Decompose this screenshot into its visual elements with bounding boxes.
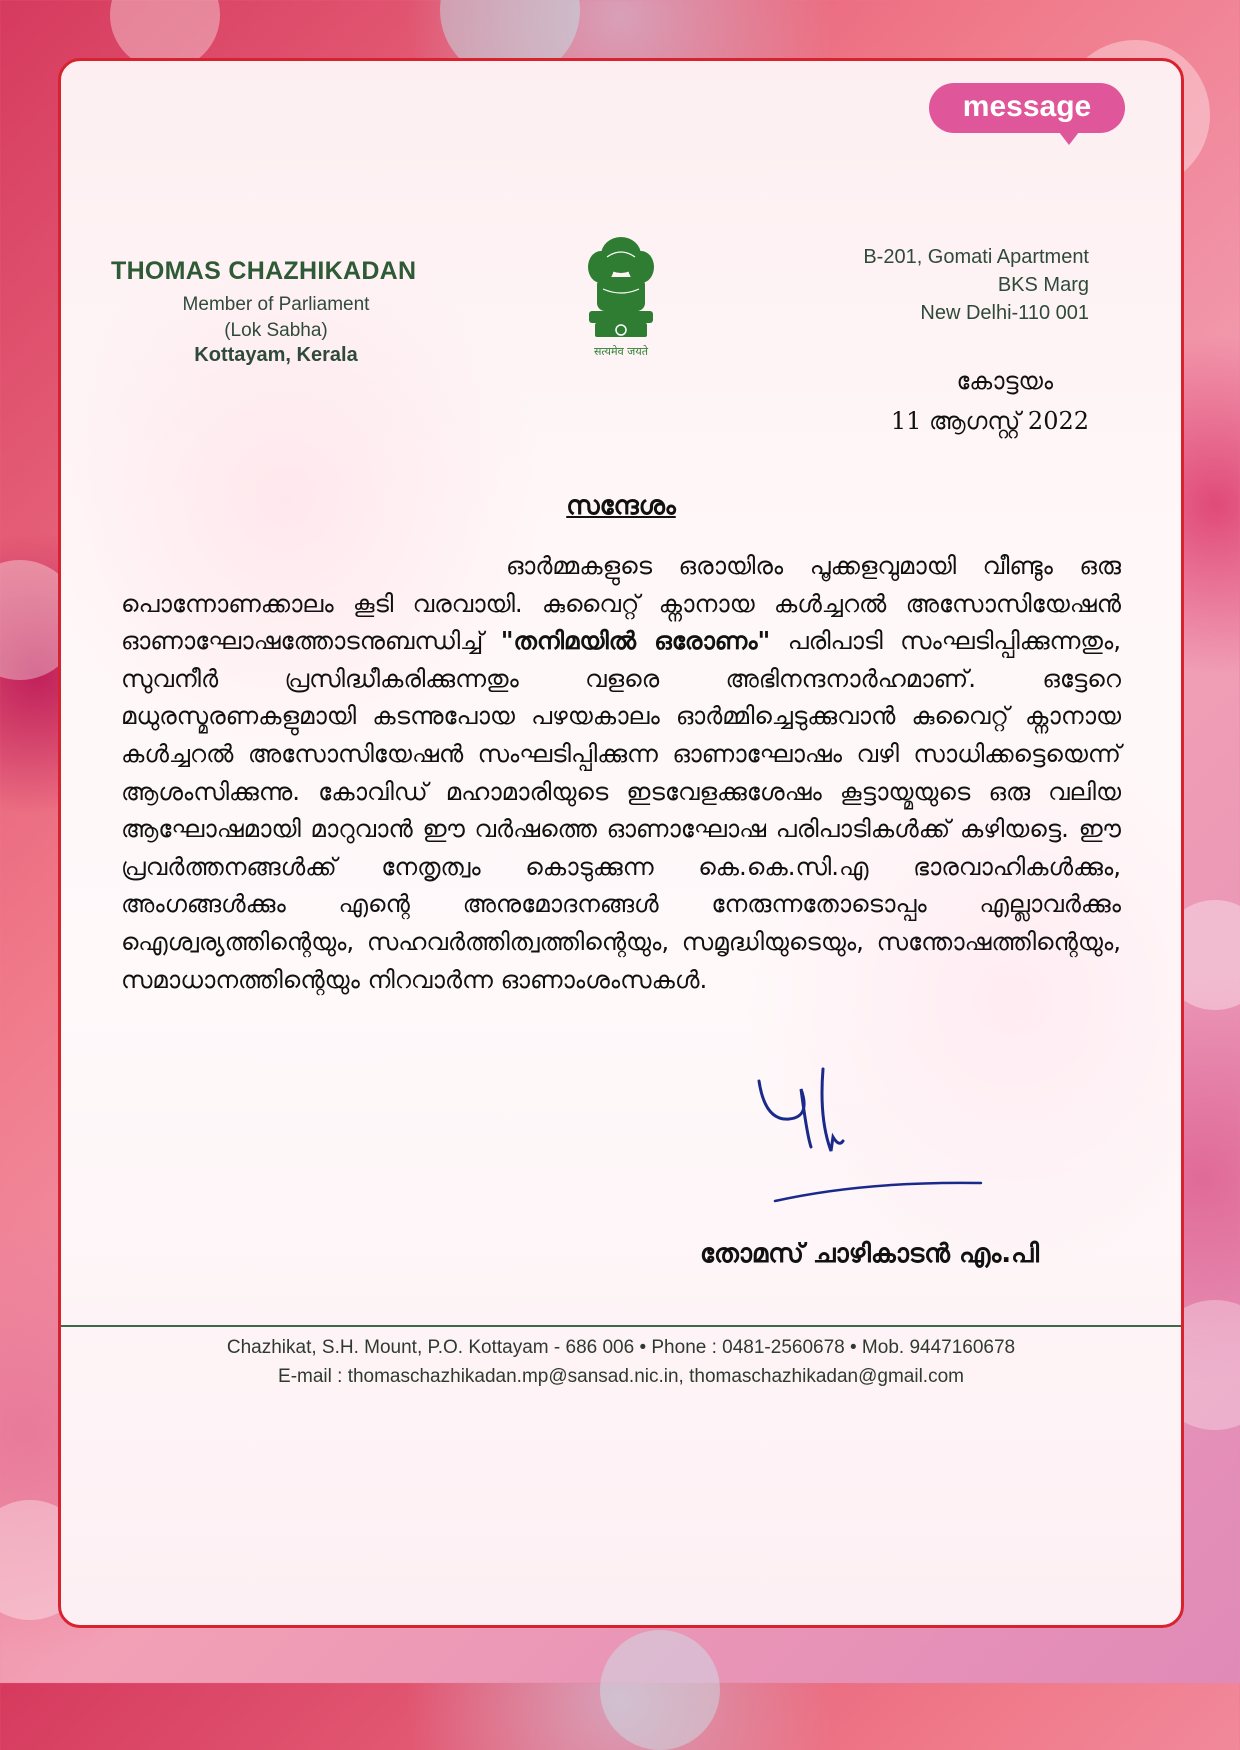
- footer-address-phone: Chazhikat, S.H. Mount, P.O. Kottayam - 686 006 • Phone : 0481-2560678 • Mob. 9447160678: [226, 1337, 1016, 1358]
- letter-date: 11 ആഗസ്റ്റ് 2022: [890, 407, 1089, 435]
- handwritten-signature: [751, 1061, 991, 1211]
- address-line-2: BKS Marg: [997, 274, 1089, 296]
- footer-contact: [61, 1333, 1181, 1391]
- body-text-part-1: ഓർമ്മകളുടെ ഒരായിരം പൂക്കളവുമായി വീണ്ടും ഒരു പൊന്നോണക്കാലം കൂടി വരവായി. കുവൈറ്റ് ക്നാനായ കൾച്ചറൽ അസോസിയേഷൻ ഓണാഘോഷത്തോടനുബന്ധിച്ച്: [121, 551, 1121, 656]
- letter-body: [121, 547, 1121, 998]
- bokeh-light: [600, 1630, 720, 1750]
- delhi-address: [863, 243, 1089, 327]
- footer-divider: [61, 1325, 1181, 1327]
- footer-email: E-mail : thomaschazhikadan.mp@sansad.nic.in, thomaschazhikadan@gmail.com: [278, 1366, 964, 1387]
- sender-name: THOMAS CHAZHIKADAN: [111, 257, 417, 285]
- message-tag: message: [929, 83, 1125, 133]
- emblem-motto: सत्यमेव जयते: [593, 345, 649, 358]
- letterhead-sender: [111, 257, 441, 367]
- sender-constituency: Kottayam, Kerala: [194, 344, 358, 366]
- event-title: "തനിമയിൽ ഒരോണം": [500, 626, 771, 656]
- national-emblem: [571, 227, 671, 365]
- letter-heading: സന്ദേശം: [566, 491, 676, 521]
- sender-title: Member of Parliament: [182, 294, 370, 315]
- letter-place: കോട്ടയം: [956, 367, 1053, 395]
- place-date-block: [891, 361, 1089, 441]
- signer-name: തോമസ് ചാഴികാടൻ എം.പി: [700, 1239, 1039, 1269]
- address-line-1: B-201, Gomati Apartment: [863, 246, 1089, 268]
- letter-card: [58, 58, 1184, 1628]
- lion-capital-icon: [571, 227, 671, 365]
- address-line-3: New Delhi-110 001: [920, 302, 1089, 324]
- sender-house: (Lok Sabha): [224, 320, 328, 341]
- body-text-part-2: പരിപാടി സംഘടിപ്പിക്കുന്നതും, സുവനീർ പ്രസിദ്ധീകരിക്കുന്നതും വളരെ അഭിനന്ദനാർഹമാണ്. ഒട്ടേറെ മധുരസ്മരണകളുമായി കടന്നുപോയ പഴയകാലം ഓർമ്മിച്ചെടുക്കുവാൻ കുവൈറ്റ് ക്നാനായ കൾച്ചറൽ അസോസിയേഷൻ സംഘടിപ്പിക്കുന്ന ഓണാഘോഷം വഴി സാധിക്കട്ടെയെന്ന് ആശംസിക്കുന്നു. കോവിഡ് മഹാമാരിയുടെ ഇടവേളക്കുശേഷം കൂട്ടായ്മയുടെ ഒരു വലിയ ആഘോഷമായി മാറുവാൻ ഈ വർഷത്തെ ഓണാഘോഷ പരിപാടികൾക്ക് കഴിയട്ടെ. ഈ പ്രവർത്തനങ്ങൾക്ക് നേതൃത്വം കൊടുക്കുന്ന കെ.കെ.സി.എ ഭാരവാഹികൾക്കും, അംഗങ്ങൾക്കും എന്റെ അനുമോദനങ്ങൾ നേരുന്നതോടൊപ്പം എല്ലാവർക്കും ഐശ്വര്യത്തിന്റെയും, സഹവർത്തിത്വത്തിന്റെയും, സമൃദ്ധിയുടെയും, സന്തോഷത്തിന്റെയും, സമാധാനത്തിന്റെയും നിറവാർന്ന ഓണാംശംസകൾ.: [121, 626, 1121, 994]
